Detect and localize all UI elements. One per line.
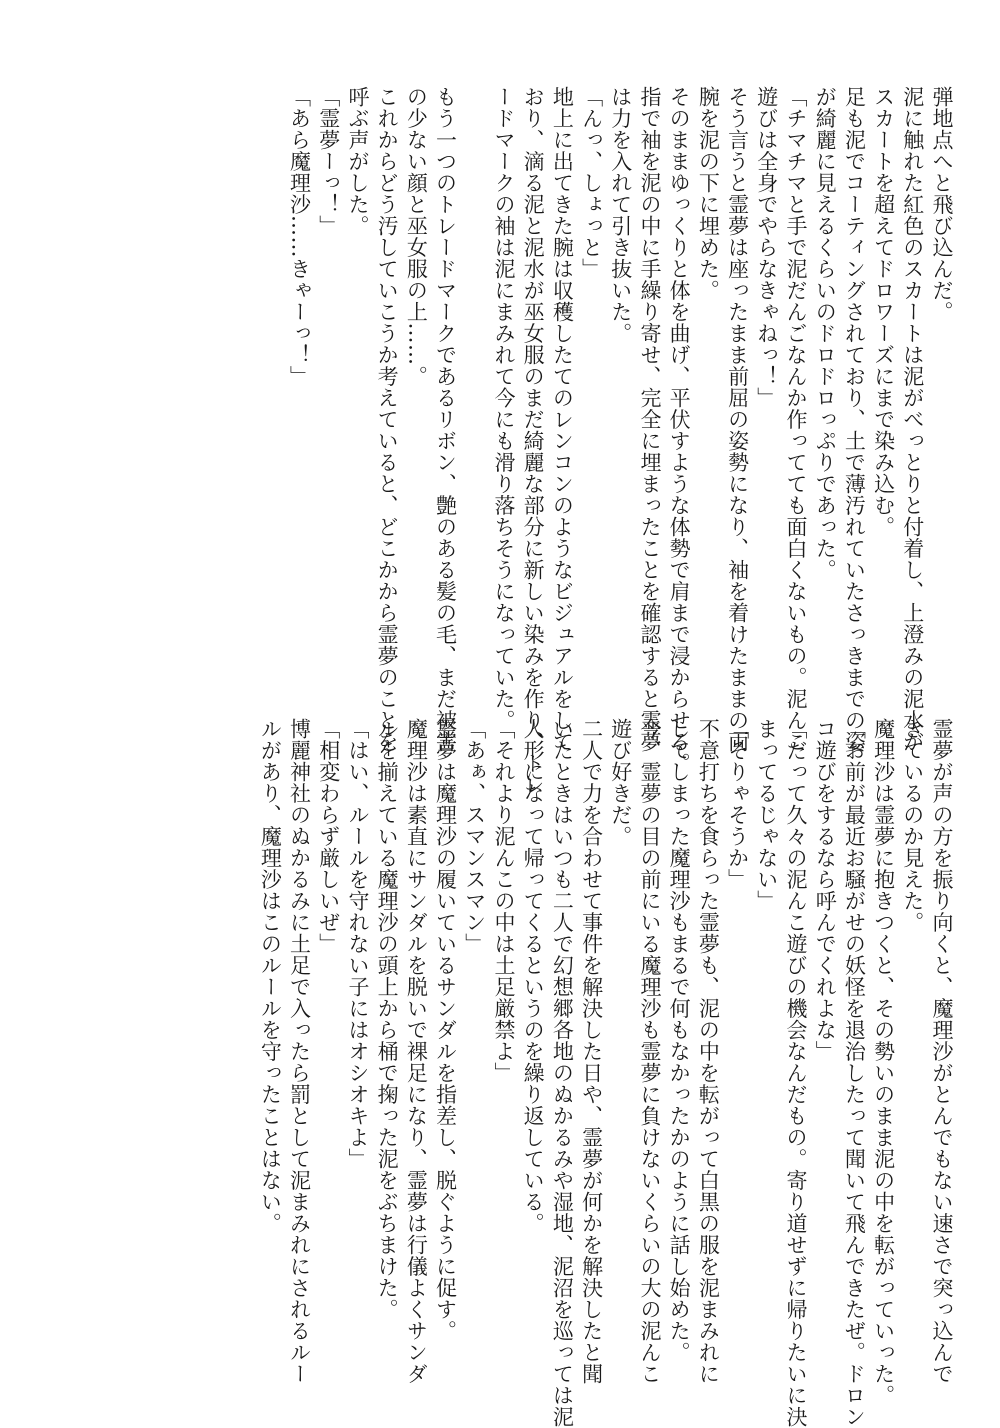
text-line: ルがあり、魔理沙はこのルールを守ったことはない。 <box>258 718 283 1234</box>
text-line: 二人で力を合わせて事件を解決した日や、霊夢が何かを解決したと聞 <box>579 718 604 1385</box>
text-line: 霊夢は魔理沙の履いているサンダルを指差し、脱ぐように促す。 <box>433 718 458 1342</box>
text-line: そのままゆっくりと体を曲げ、平伏すような体勢で肩まで浸からせる。 <box>667 86 692 774</box>
text-line: ードマークの袖は泥にまみれて今にも滑り落ちそうになっていた。 <box>491 86 516 731</box>
text-line: おり、滴る泥と泥水が巫女服のまだ綺麗な部分に新しい染みを作り、トレ <box>521 86 546 796</box>
text-line: まってるじゃない」 <box>754 718 779 912</box>
text-line: 博麗神社のぬかるみに土足で入ったら罰として泥まみれにされるルー <box>287 718 312 1385</box>
text-line: これからどう汚していこうか考えていると、どこかから霊夢のことを <box>375 86 400 753</box>
text-line: 遊びは全身でやらなきゃねっ！」 <box>754 86 779 409</box>
text-line: 腕を泥の下に埋めた。 <box>696 86 721 301</box>
text-line: 弾地点へと飛び込んだ。 <box>930 86 954 323</box>
lower-text-block <box>26 718 956 1428</box>
text-line: 「チマチマと手で泥だんごなんか作ってても面白くないもの。泥んこ <box>783 86 808 753</box>
text-line: スカートを超えてドロワーズにまで染み込む。 <box>871 86 896 538</box>
text-line: 魔理沙は霊夢に抱きつくと、その勢いのまま泥の中を転がっていった。 <box>871 718 896 1406</box>
text-line: の少ない顔と巫女服の上……。 <box>404 86 429 387</box>
text-line: 「だって久々の泥んこ遊びの機会なんだもの。寄り道せずに帰りたいに決 <box>783 718 808 1428</box>
text-line: 「あら魔理沙……きゃーっ！」 <box>287 86 312 387</box>
text-line: いたときはいつも二人で幻想郷各地のぬかるみや湿地、泥沼を巡っては泥 <box>550 718 575 1428</box>
text-line: 不意打ちを食らった霊夢も、泥の中を転がって白黒の服を泥まみれに <box>696 718 721 1385</box>
text-line: 遊び好きだ。 <box>608 718 633 847</box>
text-line: ルを揃えている魔理沙の頭上から桶で掬った泥をぶちまけた。 <box>375 718 400 1320</box>
text-line: が綺麗に見えるくらいのドロドロっぷりであった。 <box>813 86 838 581</box>
text-line: 指で袖を泥の中に手繰り寄せ、完全に埋まったことを確認すると霊夢 <box>637 86 662 753</box>
text-line: 「霊夢ーっ！」 <box>316 86 341 237</box>
text-line: 「んっ、しょっと」 <box>579 86 604 280</box>
text-line: 足も泥でコーティングされており、土で薄汚れていたさっきまでの姿 <box>842 86 867 753</box>
text-line: きているのか見えた。 <box>900 718 925 933</box>
text-line: 人形になって帰ってくるというのを繰り返している。 <box>521 718 546 1234</box>
text-line: 「はい、ルールを守れない子にはオシオキよ」 <box>345 718 370 1170</box>
text-line: 「それより泥んこの中は土足厳禁よ」 <box>491 718 516 1084</box>
text-line: コ遊びをするなら呼んでくれよな」 <box>813 718 838 1062</box>
text-line: 霊夢が声の方を振り向くと、魔理沙がとんでもない速さで突っ込んで <box>930 718 954 1385</box>
text-line: してしまった魔理沙もまるで何もなかったかのように話し始めた。 <box>667 718 692 1363</box>
text-line: 呼ぶ声がした。 <box>345 86 370 237</box>
text-line: 「相変わらず厳しいぜ」 <box>316 718 341 955</box>
text-line: 「お前が最近お騒がせの妖怪を退治したって聞いて飛んできたぜ。ドロン <box>842 718 867 1428</box>
text-line: 今、霊夢の目の前にいる魔理沙も霊夢に負けないくらいの大の泥んこ <box>637 718 662 1385</box>
text-line: 泥に触れた紅色のスカートは泥がべっとりと付着し、上澄みの泥水が <box>900 86 925 753</box>
text-line: 魔理沙は素直にサンダルを脱いで裸足になり、霊夢は行儀よくサンダ <box>404 718 429 1385</box>
text-line <box>460 86 489 701</box>
text-line: は力を入れて引き抜いた。 <box>608 86 633 344</box>
text-line: 「そりゃそうか」 <box>725 718 750 890</box>
text-line: 「あぁ、スマンスマン」 <box>462 718 487 955</box>
text-line: そう言うと霊夢は座ったまま前屈の姿勢になり、袖を着けたままの両 <box>725 86 750 753</box>
text-line: 地上に出てきた腕は収穫したてのレンコンのようなビジュアルをして <box>550 86 575 753</box>
text-line: もう一つのトレードマークであるリボン、艶のある髪の毛、まだ被害 <box>433 86 458 753</box>
